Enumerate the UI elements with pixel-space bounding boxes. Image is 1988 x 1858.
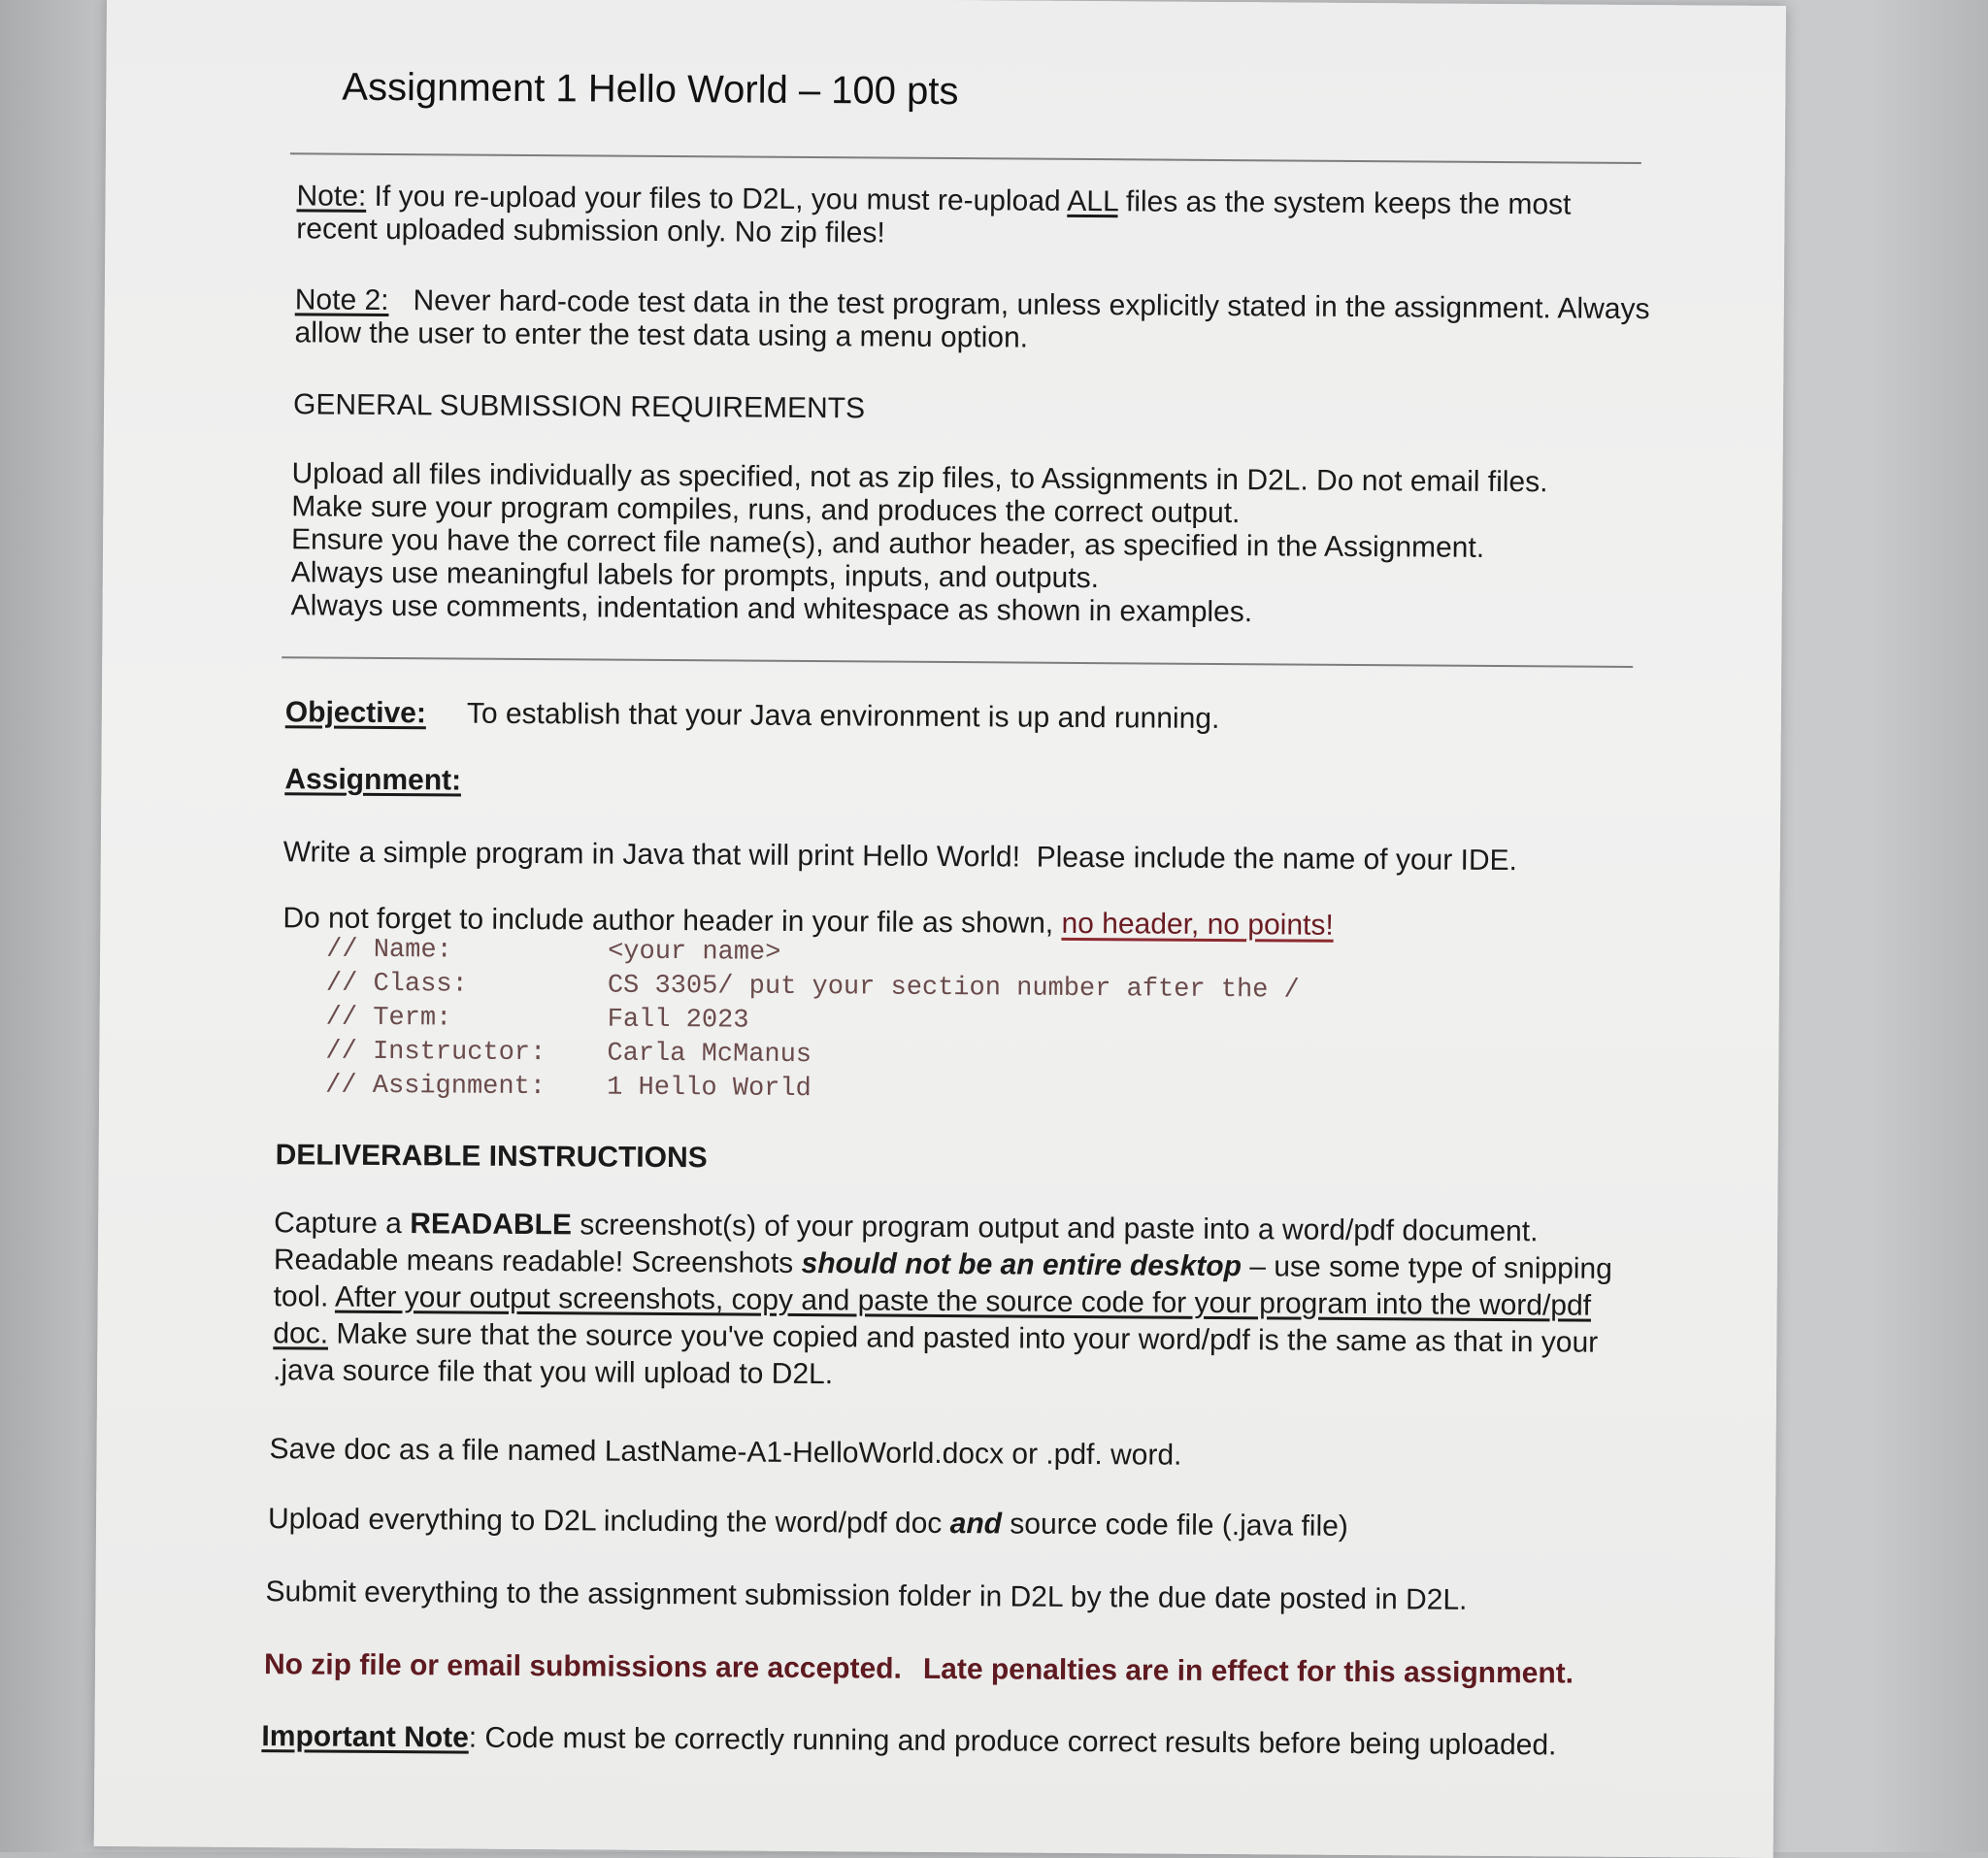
note-hardcode <box>294 283 1658 359</box>
objective <box>285 696 1644 739</box>
capture-emphasis: should not be an entire desktop <box>801 1246 1242 1283</box>
upload-text-a: Upload everything to D2L including the word/pdf doc <box>267 1503 950 1541</box>
no-zip-text: No zip file or email submissions are accepted. <box>263 1648 903 1685</box>
note-reupload <box>296 180 1655 255</box>
note2-text: Never hard-code test data in the test program, unless explicitly stated in the assignment. Always allow the user to enter the test data using a menu option. <box>294 283 1658 354</box>
important-text: : Code must be correctly running and produce correct results before being uploaded. <box>468 1721 1557 1762</box>
code-value: 1 Hello World <box>607 1073 812 1105</box>
requirement-item: Always use meaningful labels for prompts, inputs, and outputs. <box>290 556 1100 595</box>
code-value: CS 3305/ put your section number after the / <box>607 971 1300 1006</box>
upload-and: and <box>949 1508 1003 1541</box>
capture-underlined: After your output screenshots, copy and paste the source code for your program into the word/pdf doc. <box>273 1280 1592 1350</box>
page-title: Assignment 1 Hello World – 100 pts <box>342 65 959 114</box>
code-key: // Name: <box>326 935 452 966</box>
page-content <box>94 0 1786 1858</box>
capture-text-c: screenshot(s) of your program output and paste into a word/pdf document. Readable means readable! Screenshots <box>273 1209 1539 1279</box>
code-key: // Term: <box>325 1003 452 1034</box>
general-requirements-list <box>291 457 1651 632</box>
requirement-item: Upload all files individually as specified, not as zip files, to Assignments in D2L. Do not email files. <box>291 457 1548 499</box>
save-instructions: Save doc as a file named LastName-A1-HelloWorld.docx or .pdf. word. <box>269 1433 1182 1472</box>
assignment-instructions: Write a simple program in Java that will print Hello World! Please include the name of your IDE. <box>282 836 1518 878</box>
requirement-item: Always use comments, indentation and whitespace as shown in examples. <box>290 589 1253 629</box>
forget-emphasis: no header, no points! <box>1061 907 1334 942</box>
code-value: <your name> <box>608 937 781 968</box>
document-page <box>94 0 1786 1858</box>
late-penalty-text: Late penalties are in effect for this assignment. <box>922 1652 1574 1690</box>
important-label: Important Note <box>261 1720 469 1754</box>
code-key: // Assignment: <box>325 1071 547 1103</box>
assignment-heading: Assignment: <box>284 763 462 797</box>
divider-top <box>290 152 1641 164</box>
code-key: // Instructor: <box>325 1037 547 1069</box>
no-zip-warning <box>264 1648 1662 1691</box>
capture-text-e: – use some type of snipping tool. <box>273 1250 1612 1313</box>
note-text-a: If you re-upload your files to D2L, you must re-upload <box>366 180 1068 217</box>
capture-readable: READABLE <box>410 1208 573 1242</box>
code-key: // Class: <box>325 969 468 1000</box>
note2-label: Note 2: <box>294 283 389 316</box>
divider-middle <box>282 656 1633 668</box>
upload-text-c: source code file (.java file) <box>1001 1508 1348 1543</box>
deliverable-heading: DELIVERABLE INSTRUCTIONS <box>275 1139 708 1175</box>
capture-text-a: Capture a <box>274 1207 411 1241</box>
requirement-item: Make sure your program compiles, runs, and produces the correct output. <box>291 490 1241 530</box>
objective-label: Objective: <box>284 696 427 730</box>
general-heading: GENERAL SUBMISSION REQUIREMENTS <box>292 388 866 425</box>
note-emphasis: ALL <box>1067 184 1118 218</box>
forget-text: Do not forget to include author header in your file as shown, <box>282 902 1062 940</box>
capture-text-g: Make sure that the source you've copied and pasted into your word/pdf is the same as that in your .java source file that you will upload to D2L. <box>273 1317 1599 1391</box>
code-value: Carla McManus <box>607 1039 812 1071</box>
note-text-b: files as the system keeps the most recent uploaded submission only. No zip files! <box>296 185 1572 249</box>
requirement-item: Ensure you have the correct file name(s), and author header, as specified in the Assignment. <box>290 523 1485 564</box>
upload-instructions <box>268 1503 1627 1545</box>
capture-instructions <box>273 1205 1633 1399</box>
submit-instructions: Submit everything to the assignment submission folder in D2L by the due date posted in D2L. <box>265 1576 1468 1616</box>
author-header-code <box>325 934 1300 1111</box>
note-label: Note: <box>296 180 367 213</box>
code-line <box>325 1070 1299 1111</box>
important-note <box>261 1720 1659 1763</box>
objective-text: To establish that your Java environment is up and running. <box>466 697 1220 735</box>
code-value: Fall 2023 <box>607 1005 749 1036</box>
